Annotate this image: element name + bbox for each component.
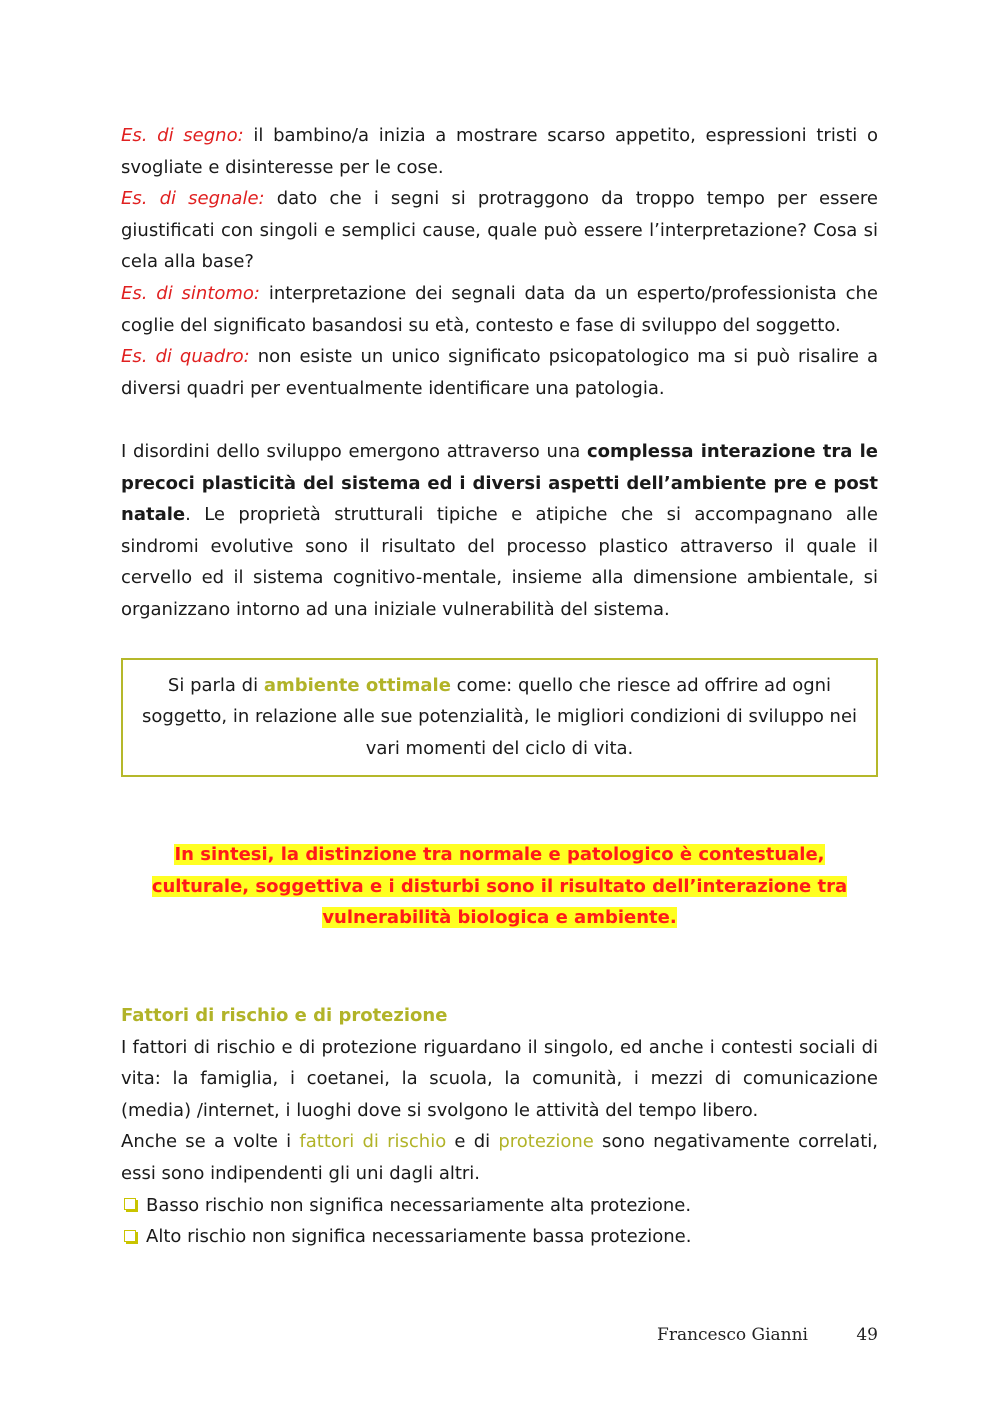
definition-box xyxy=(121,658,878,778)
summary-text: In sintesi, la distinzione tra normale e patologico è contestuale, culturale, soggettiva e i disturbi sono il risultato dell’interazione tra vulnerabilità biologica e ambiente. xyxy=(151,844,848,929)
example-text: dato che i segni si protraggono da troppo tempo per essere giustificati con singoli e semplici cause, quale può essere l’interpretazione? Cosa si cela alla base? xyxy=(121,188,878,273)
example-text: il bambino/a inizia a mostrare scarso appetito, espressioni tristi o svogliate e disinteresse per le cose. xyxy=(121,125,878,178)
bullet-item xyxy=(121,1190,878,1222)
page-number: 49 xyxy=(856,1325,878,1345)
para2-a: Anche se a volte i xyxy=(121,1131,300,1153)
para2-b: e di xyxy=(446,1131,499,1153)
example-segno xyxy=(121,120,878,183)
example-label: Es. di quadro: xyxy=(121,346,250,368)
para2-c: sono negativamente correlati, essi sono indipendenti gli uni dagli altri. xyxy=(121,1131,878,1185)
footer-author: Francesco Gianni xyxy=(657,1325,808,1345)
section-heading: Fattori di rischio e di protezione xyxy=(121,1005,448,1027)
box-before: Si parla di xyxy=(167,674,264,696)
para2-risk: fattori di rischio xyxy=(299,1131,447,1153)
box-highlight: ambiente ottimale xyxy=(263,674,451,696)
box-after: come: quello che riesce ad offrire ad ogni soggetto, in relazione alle sue potenzialità, le migliori condizioni di sviluppo nei vari momenti del ciclo di vita. xyxy=(141,674,858,759)
example-text: interpretazione dei segnali data da un esperto/professionista che coglie del significato basandosi su età, contesto e fase di sviluppo del soggetto. xyxy=(121,282,878,336)
example-label: Es. di segnale: xyxy=(121,188,265,210)
page-footer xyxy=(121,1325,878,1351)
checkbox-bullet-icon xyxy=(124,1230,136,1242)
disorders-intro: I disordini dello sviluppo emergono attraverso una xyxy=(121,440,587,462)
para2-protection: protezione xyxy=(498,1131,594,1153)
bullet-text: Alto rischio non significa necessariamente bassa protezione. xyxy=(146,1226,692,1248)
section-paragraph-2 xyxy=(121,1126,878,1189)
spacer xyxy=(121,404,878,436)
bullet-text: Basso rischio non significa necessariamente alta protezione. xyxy=(146,1194,692,1216)
example-text: non esiste un unico significato psicopatologico ma si può risalire a diversi quadri per eventualmente identificare una patologia. xyxy=(121,346,878,399)
disorders-rest: . Le proprietà strutturali tipiche e atipiche che si accompagnano alle sindromi evolutive sono il risultato del processo plastico attraverso il quale il cervello ed il sistema cognitivo-mentale, insieme alla dimensione ambientale, si organizzano intorno ad una iniziale vulnerabilità del sistema. xyxy=(121,504,878,620)
checkbox-bullet-icon xyxy=(124,1198,136,1210)
disorders-paragraph xyxy=(121,436,878,626)
example-segnale xyxy=(121,183,878,278)
page-body xyxy=(121,120,878,1253)
example-label: Es. di segno: xyxy=(121,125,244,146)
example-sintomo xyxy=(121,278,878,341)
disorders-bold: complessa interazione tra le precoci plasticità del sistema ed i diversi aspetti dell’ambiente pre e post natale xyxy=(121,440,878,526)
summary-callout xyxy=(121,839,878,934)
bullet-item xyxy=(121,1221,878,1253)
example-quadro xyxy=(121,341,878,404)
example-label: Es. di sintomo: xyxy=(121,282,260,304)
section-paragraph-1: I fattori di rischio e di protezione riguardano il singolo, ed anche i contesti sociali di vita: la famiglia, i coetanei, la scuola, la comunità, i mezzi di comunicazione (media) /internet, i luoghi dove si svolgono le attività del tempo libero. xyxy=(121,1036,878,1121)
